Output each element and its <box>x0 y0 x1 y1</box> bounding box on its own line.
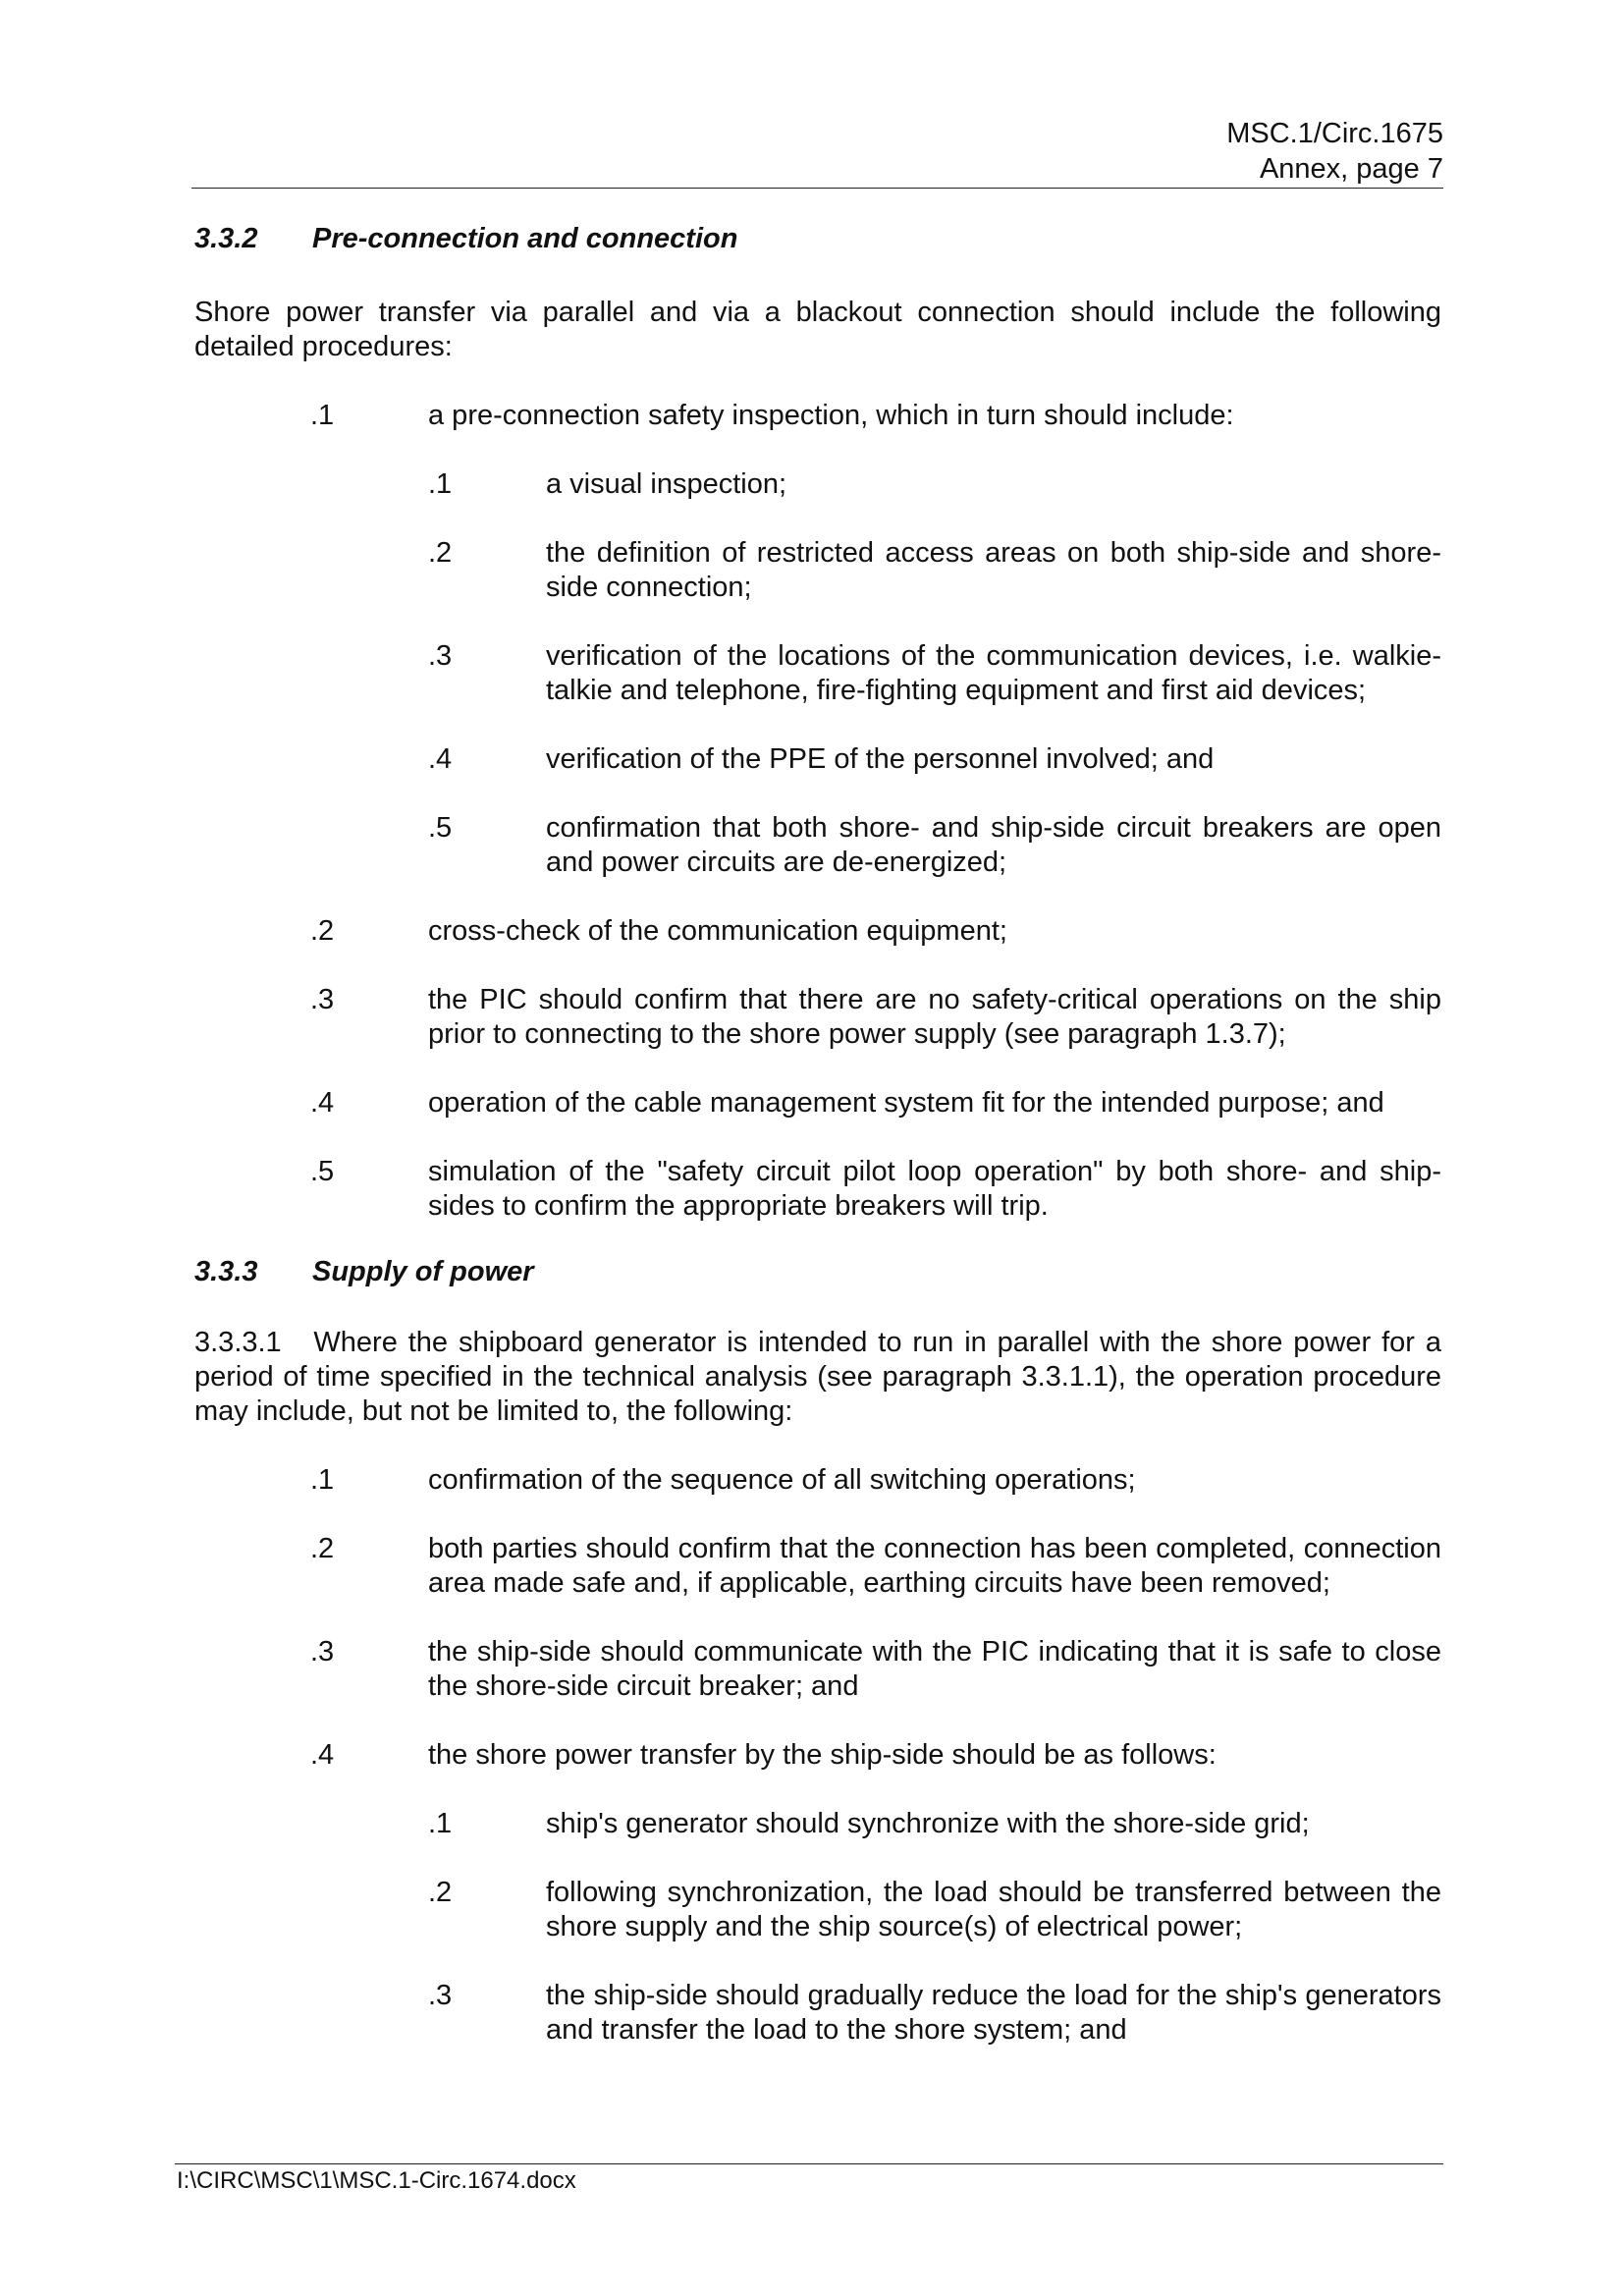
list-item <box>310 983 1441 1052</box>
page-header <box>191 116 1443 187</box>
numbered-paragraph <box>194 1326 1441 1429</box>
section-heading-3-3-3 <box>194 1255 1441 1294</box>
item-number: .4 <box>310 1739 335 1771</box>
item-text: the ship-side should communicate with the PIC indicating that it is safe to close the shore-side circuit breaker; and <box>428 1636 1441 1702</box>
item-number: .3 <box>310 1636 335 1667</box>
item-text: simulation of the "safety circuit pilot loop operation" by both shore- and ship-sides to confirm the appropriate breakers will trip. <box>428 1156 1441 1222</box>
paragraph-text: Where the shipboard generator is intended to run in parallel with the shore power for a period of time specified in the technical analysis (see paragraph 3.3.1.1), the operation procedure may include, but not be limited to, the following: <box>194 1327 1441 1427</box>
list-item <box>310 1463 1441 1498</box>
item-number: .1 <box>310 1464 335 1496</box>
item-text: following synchronization, the load should be transferred between the shore supply and the ship source(s) of electrical power; <box>546 1877 1441 1942</box>
sub-list-item <box>428 536 1441 605</box>
item-number: .4 <box>310 1087 335 1119</box>
sub-list-item <box>428 811 1441 880</box>
header-divider <box>191 188 1443 189</box>
item-text: confirmation that both shore- and ship-side circuit breakers are open and power circuits are de-energized; <box>546 812 1441 878</box>
list-item <box>310 1635 1441 1704</box>
sub-list-item <box>428 742 1441 777</box>
item-text: a visual inspection; <box>546 468 787 500</box>
list-item <box>310 914 1441 949</box>
item-number: .3 <box>428 640 453 672</box>
sub-list-item <box>428 1807 1441 1841</box>
item-text: both parties should confirm that the connection has been completed, connection area made safe and, if applicable, earthing circuits have been removed; <box>428 1533 1441 1599</box>
section-intro: Shore power transfer via parallel and via a blackout connection should include the following detailed procedures: <box>194 297 1441 362</box>
item-text: confirmation of the sequence of all switching operations; <box>428 1464 1136 1496</box>
section-number: 3.3.2 <box>194 223 258 254</box>
item-number: .2 <box>310 1533 335 1564</box>
item-number: .1 <box>310 400 335 431</box>
page-reference: Annex, page 7 <box>1259 153 1443 185</box>
item-text: the definition of restricted access areas on both ship-side and shore-side connection; <box>546 537 1441 603</box>
sub-list-item <box>428 639 1441 708</box>
item-number: .1 <box>428 1808 453 1839</box>
item-text: the ship-side should gradually reduce the load for the ship's generators and transfer the load to the shore system; and <box>546 1980 1441 2046</box>
paragraph-number: 3.3.3.1 <box>194 1327 282 1358</box>
sub-list-item <box>428 1979 1441 2048</box>
list-item <box>310 1532 1441 1601</box>
item-text: the PIC should confirm that there are no safety-critical operations on the ship prior to connecting to the shore power supply (see paragraph 1.3.7); <box>428 984 1441 1050</box>
item-number: .3 <box>310 984 335 1015</box>
item-text: the shore power transfer by the ship-side should be as follows: <box>428 1739 1217 1771</box>
document-reference: MSC.1/Circ.1675 <box>1226 118 1443 149</box>
list-item <box>310 1155 1441 1224</box>
item-number: .2 <box>428 537 453 569</box>
item-text: a pre-connection safety inspection, which in turn should include: <box>428 400 1234 431</box>
sub-list-item <box>428 467 1441 502</box>
document-body <box>194 222 1441 2048</box>
item-number: .5 <box>428 812 453 844</box>
section-number: 3.3.3 <box>194 1256 258 1287</box>
list-item <box>310 1738 1441 1773</box>
section-heading-3-3-2 <box>194 222 1441 261</box>
item-number: .5 <box>310 1156 335 1187</box>
footer-divider <box>175 2163 1443 2164</box>
item-text: verification of the locations of the communication devices, i.e. walkie-talkie and telephone, fire-fighting equipment and first aid devices; <box>546 640 1441 706</box>
list-item <box>310 1086 1441 1121</box>
item-number: .2 <box>428 1877 453 1908</box>
item-text: cross-check of the communication equipment; <box>428 915 1007 947</box>
footer-file-path: I:\CIRC\MSC\1\MSC.1-Circ.1674.docx <box>177 2167 576 2194</box>
item-text: operation of the cable management system fit for the intended purpose; and <box>428 1087 1384 1119</box>
item-number: .4 <box>428 743 453 775</box>
item-number: .2 <box>310 915 335 947</box>
item-text: verification of the PPE of the personnel involved; and <box>546 743 1215 775</box>
sub-list-item <box>428 1876 1441 1944</box>
item-number: .1 <box>428 468 453 500</box>
list-item <box>310 399 1441 433</box>
item-text: ship's generator should synchronize with the shore-side grid; <box>546 1808 1310 1839</box>
section-title: Supply of power <box>312 1256 534 1287</box>
section-title: Pre-connection and connection <box>312 223 738 254</box>
item-number: .3 <box>428 1980 453 2011</box>
